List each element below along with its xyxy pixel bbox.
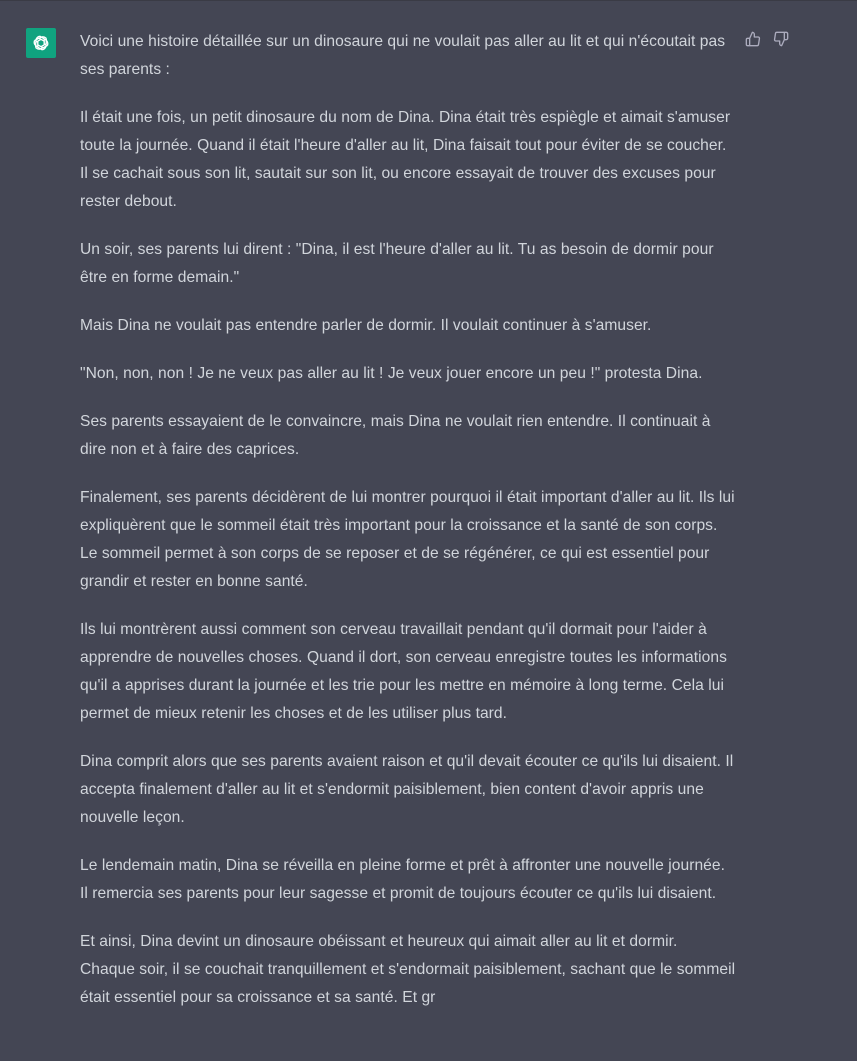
thumbs-down-button[interactable] — [772, 30, 790, 48]
message-paragraph: Et ainsi, Dina devint un dinosaure obéissant et heureux qui aimait aller au lit et dormir. Chaque soir, il se couchait tranquillement et s'endormait paisiblement, sachant que le sommeil était essentiel pour sa croissance et sa santé. Et gr — [80, 933, 736, 1006]
message-paragraph: Un soir, ses parents lui dirent : "Dina, il est l'heure d'aller au lit. Tu as besoin de dormir pour être en forme demain." — [80, 241, 714, 286]
message-paragraph: Finalement, ses parents décidèrent de lui montrer pourquoi il était important d'aller au lit. Ils lui expliquèrent que le sommeil était très important pour la croissance et la santé de son corps. Le sommeil permet à son corps de se reposer et de se régénérer, ce qui est essentiel pour grandir et rester en bonne santé. — [80, 489, 735, 590]
message-paragraph: Ils lui montrèrent aussi comment son cerveau travaillait pendant qu'il dormait pour l'aider à apprendre de nouvelles choses. Quand il dort, son cerveau enregistre toutes les informations qu'il a apprises durant la journée et les trie pour les mettre en mémoire à long terme. Cela lui permet de mieux retenir les choses et de les utiliser plus tard. — [80, 621, 727, 722]
message-paragraph: Le lendemain matin, Dina se réveilla en pleine forme et prêt à affronter une nouvelle journée. Il remercia ses parents pour leur sagesse et promit de toujours écouter ce qu'ils lui disaient. — [80, 857, 726, 902]
message-paragraph: Ses parents essayaient de le convaincre, mais Dina ne voulait rien entendre. Il continuait à dire non et à faire des caprices. — [80, 413, 711, 458]
message-paragraph: Voici une histoire détaillée sur un dinosaure qui ne voulait pas aller au lit et qui n'écoutait pas ses parents : — [80, 33, 726, 78]
thumbs-down-icon — [773, 31, 789, 47]
message-content — [80, 28, 736, 1032]
openai-logo-icon — [26, 28, 56, 58]
message-paragraph: Mais Dina ne voulait pas entendre parler de dormir. Il voulait continuer à s'amuser. — [80, 317, 652, 334]
message-paragraph: Il était une fois, un petit dinosaure du nom de Dina. Dina était très espiègle et aimait s'amuser toute la journée. Quand il était l'heure d'aller au lit, Dina faisait tout pour éviter de se coucher. Il se cachait sous son lit, sautait sur son lit, ou encore essayait de trouver des excuses pour rester debout. — [80, 109, 731, 210]
thumbs-up-icon — [745, 31, 761, 47]
message-paragraph: Dina comprit alors que ses parents avaient raison et qu'il devait écouter ce qu'ils lui disaient. Il accepta finalement d'aller au lit et s'endormit paisiblement, bien content d'avoir appris une nouvelle leçon. — [80, 753, 734, 826]
message-paragraph: "Non, non, non ! Je ne veux pas aller au lit ! Je veux jouer encore un peu !" protesta Dina. — [80, 365, 703, 382]
feedback-actions — [744, 30, 790, 48]
thumbs-up-button[interactable] — [744, 30, 762, 48]
